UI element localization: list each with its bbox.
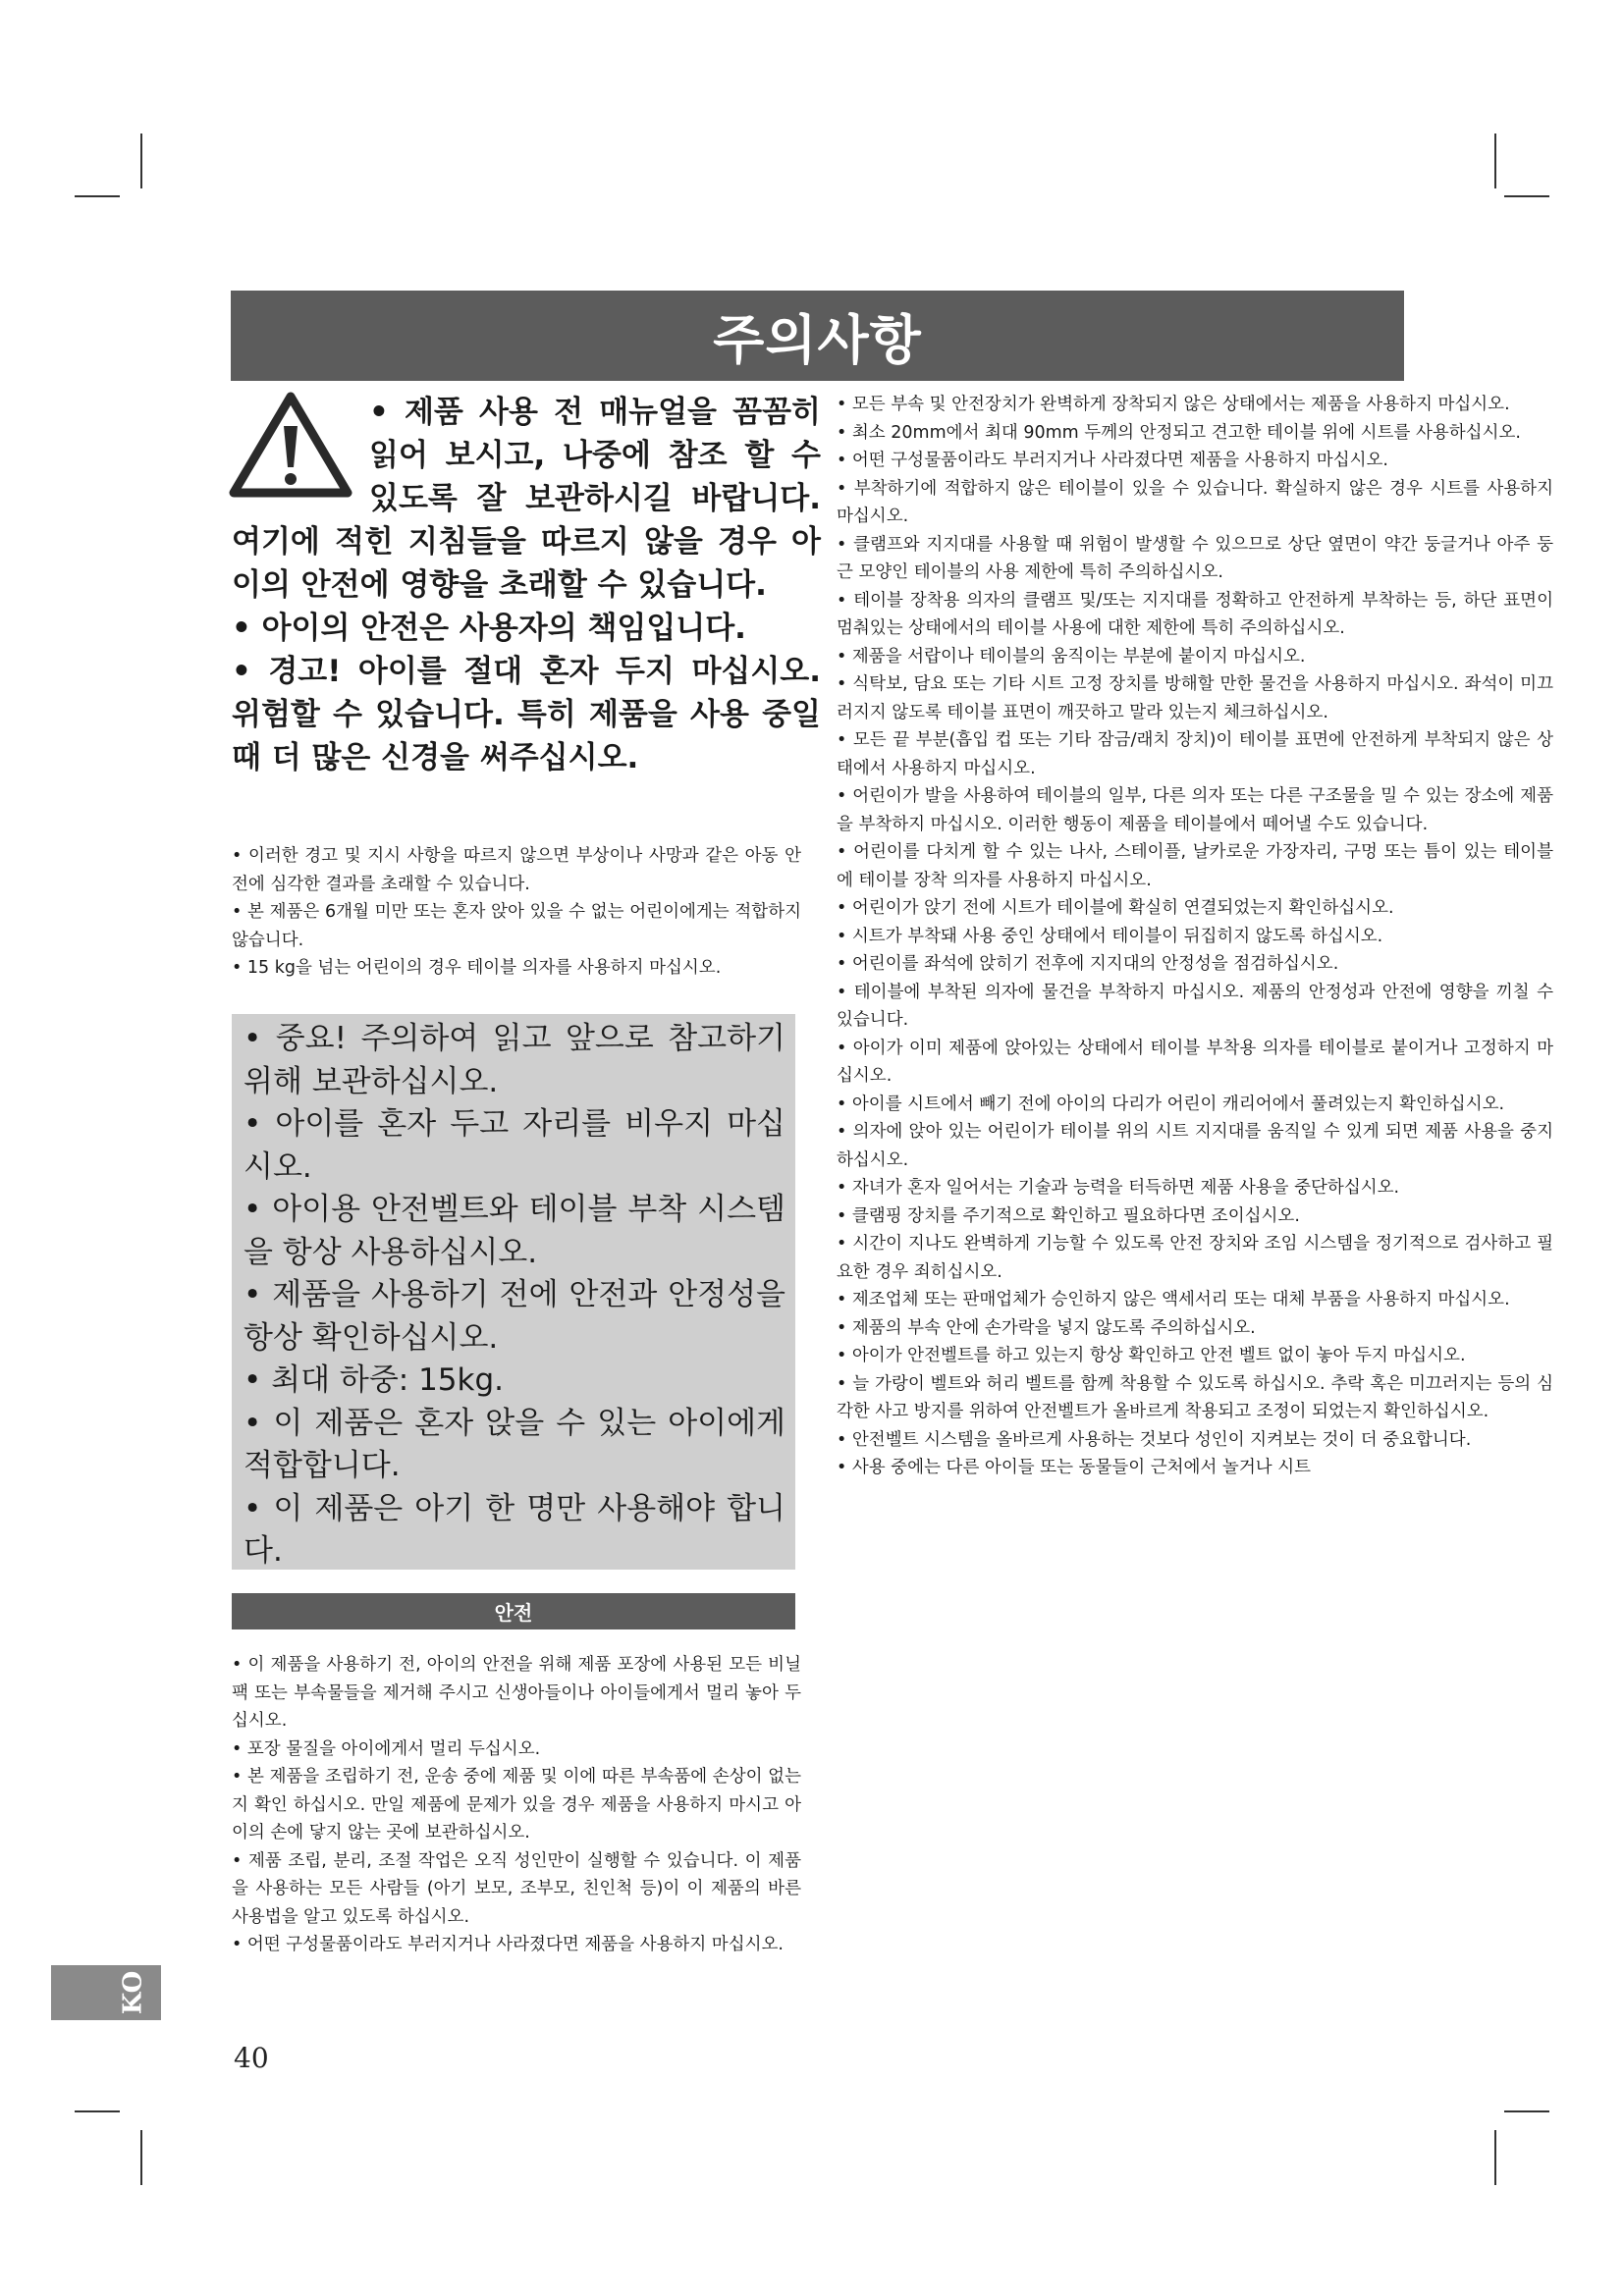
list-item: • 제품을 서랍이나 테이블의 움직이는 부분에 붙이지 마십시오. xyxy=(837,646,1306,667)
list-item: • 제품의 부속 안에 손가락을 넣지 않도록 주의하십시오. xyxy=(837,1317,1256,1338)
note-item: • 이러한 경고 및 지시 사항을 따르지 않으면 부상이나 사망과 같은 아동 안전에 심각한 결과를 초래할 수 있습니다. xyxy=(232,846,801,894)
crop-mark xyxy=(75,195,120,197)
crop-mark xyxy=(1494,133,1496,188)
language-code: KO xyxy=(118,1970,148,2015)
list-item: • 모든 끝 부분(흡입 컵 또는 기타 잠금/래치 장치)이 테이블 표면에 안전하게 부착되지 않은 상태에서 사용하지 마십시오. xyxy=(837,730,1553,778)
list-item: • 사용 중에는 다른 아이들 또는 동물들이 근처에서 놀거나 시트 xyxy=(837,1458,1312,1477)
list-item: • 테이블에 부착된 의자에 물건을 부착하지 마십시오. 제품의 안정성과 안전에 영향을 끼칠 수 있습니다. xyxy=(837,982,1553,1030)
list-item: • 늘 가랑이 벨트와 허리 벨트를 함께 착용할 수 있도록 하십시오. 추락 혹은 미끄러지는 등의 심각한 사고 방지를 위하여 안전벨트가 올바르게 착용되고 조정이 되었는지 확인하십시오. xyxy=(837,1373,1553,1421)
crop-mark xyxy=(1494,2130,1496,2185)
crop-mark xyxy=(75,2110,120,2112)
list-item: • 부착하기에 적합하지 않은 테이블이 있을 수 있습니다. 확실하지 않은 경우 시트를 사용하지 마십시오. xyxy=(837,478,1553,526)
important-item: • 제품을 사용하기 전에 안전과 안정성을 항상 확인하십시오. xyxy=(244,1277,785,1356)
important-item: • 아이용 안전벨트와 테이블 부착 시스템을 항상 사용하십시오. xyxy=(244,1192,785,1270)
list-item: • 식탁보, 담요 또는 기타 시트 고정 장치를 방해할 만한 물건을 사용하지 마십시오. 좌석이 미끄러지지 않도록 테이블 표면이 깨끗하고 말라 있는지 체크하십시오. xyxy=(837,674,1553,722)
list-item: • 아이가 안전벨트를 하고 있는지 항상 확인하고 안전 벨트 없이 놓아 두지 마십시오. xyxy=(837,1346,1466,1365)
important-item: • 이 제품은 혼자 앉을 수 있는 아이에게 적합합니다. xyxy=(244,1405,785,1483)
important-item: • 중요! 주의하여 읽고 앞으로 참고하기 위해 보관하십시오. xyxy=(244,1021,785,1099)
list-item: • 자녀가 혼자 일어서는 기술과 능력을 터득하면 제품 사용을 중단하십시오. xyxy=(837,1178,1400,1198)
list-item: • 아이가 이미 제품에 앉아있는 상태에서 테이블 부착용 의자를 테이블로 붙이거나 고정하지 마십시오. xyxy=(837,1038,1553,1086)
important-item: • 아이를 혼자 두고 자리를 비우지 마십시오. xyxy=(244,1106,785,1185)
list-item: • 의자에 앉아 있는 어린이가 테이블 위의 시트 지지대를 움직일 수 있게 되면 제품 사용을 중지하십시오. xyxy=(837,1122,1553,1170)
intro-paragraph: • 아이의 안전은 사용자의 책임입니다. xyxy=(232,611,746,646)
important-item: • 최대 하중: 15kg. xyxy=(244,1362,505,1398)
list-item: • 어떤 구성물품이라도 부러지거나 사라졌다면 제품을 사용하지 마십시오. xyxy=(837,451,1388,470)
list-item: • 아이를 시트에서 빼기 전에 아이의 다리가 어린이 캐리어에서 풀려있는지 확인하십시오. xyxy=(837,1094,1505,1114)
list-item: • 클램핑 장치를 주기적으로 확인하고 필요하다면 조이십시오. xyxy=(837,1205,1300,1226)
intro-paragraph: • 경고! 아이를 절대 혼자 두지 마십시오. 위험할 수 있습니다. 특히 제품을 사용 중일 때 더 많은 신경을 써주십시오. xyxy=(232,654,821,775)
safety-heading: 안전 xyxy=(232,1593,795,1629)
important-box xyxy=(232,1014,795,1570)
list-item: • 최소 20mm에서 최대 90mm 두께의 안정되고 견고한 테이블 위에 시트를 사용하십시오. xyxy=(837,422,1521,443)
list-item: • 어린이가 앉기 전에 시트가 테이블에 확실히 연결되었는지 확인하십시오. xyxy=(837,898,1394,918)
list-item: • 어린이를 다치게 할 수 있는 나사, 스테이플, 날카로운 가장자리, 구멍 또는 틈이 있는 테이블에 테이블 장착 의자를 사용하지 마십시오. xyxy=(837,842,1553,890)
crop-mark xyxy=(1504,195,1549,197)
page-title: 주의사항 xyxy=(231,291,1404,381)
list-item: • 제조업체 또는 판매업체가 승인하지 않은 액세서리 또는 대체 부품을 사용하지 마십시오. xyxy=(837,1290,1510,1309)
list-item: • 안전벨트 시스템을 올바르게 사용하는 것보다 성인이 지켜보는 것이 더 중요합니다. xyxy=(837,1429,1472,1450)
intro-warnings xyxy=(232,391,821,779)
safety-item: • 어떤 구성물품이라도 부러지거나 사라졌다면 제품을 사용하지 마십시오. xyxy=(232,1935,784,1954)
important-item: • 이 제품은 아기 한 명만 사용해야 합니다. xyxy=(244,1490,785,1569)
crop-mark xyxy=(1504,2110,1549,2112)
left-notes xyxy=(232,842,801,983)
list-item: • 시간이 지나도 완벽하게 기능할 수 있도록 안전 장치와 조임 시스템을 정기적으로 검사하고 필요한 경우 죄히십시오. xyxy=(837,1234,1553,1282)
crop-mark xyxy=(140,133,142,188)
language-tab xyxy=(51,1965,161,2020)
note-item: • 본 제품은 6개월 미만 또는 혼자 앉아 있을 수 없는 어린이에게는 적합하지 않습니다. xyxy=(232,902,801,950)
list-item: • 어린이를 좌석에 앉히기 전후에 지지대의 안정성을 점검하십시오. xyxy=(837,954,1339,974)
safety-item: • 이 제품을 사용하기 전, 아이의 안전을 위해 제품 포장에 사용된 모든 비닐 팩 또는 부속물들을 제거해 주시고 신생아들이나 아이들에게서 멀리 놓아 두십시오. xyxy=(232,1655,801,1731)
page-number: 40 xyxy=(234,2042,269,2074)
list-item: • 모든 부속 및 안전장치가 완벽하게 장착되지 않은 상태에서는 제품을 사용하지 마십시오. xyxy=(837,395,1510,414)
note-item: • 15 kg을 넘는 어린이의 경우 테이블 의자를 사용하지 마십시오. xyxy=(232,958,722,978)
safety-item: • 포장 물질을 아이에게서 멀리 두십시오. xyxy=(232,1738,541,1759)
list-item: • 테이블 장착용 의자의 클램프 및/또는 지지대를 정확하고 안전하게 부착하는 등, 하단 표면이 멈춰있는 상태에서의 테이블 사용에 대한 제한에 특히 주의하십시오. xyxy=(837,590,1553,638)
crop-mark xyxy=(140,2130,142,2185)
list-item: • 어린이가 발을 사용하여 테이블의 일부, 다른 의자 또는 다른 구조물을 밀 수 있는 장소에 제품을 부착하지 마십시오. 이러한 행동이 제품을 테이블에서 떼어낼 수도 있습니다. xyxy=(837,786,1553,834)
right-column-list xyxy=(837,391,1553,1482)
intro-paragraph: • 제품 사용 전 매뉴얼을 꼼꼼히 읽어 보시고, 나중에 참조 할 수 있도록 잘 보관하시길 바랍니다. 여기에 적힌 지침들을 따르지 않을 경우 아이의 안전에 영향을 초래할 수 있습니다. xyxy=(232,395,821,603)
safety-list xyxy=(232,1651,801,1959)
list-item: • 클램프와 지지대를 사용할 때 위험이 발생할 수 있으므로 상단 옆면이 약간 둥글거나 아주 둥근 모양인 테이블의 사용 제한에 특히 주의하십시오. xyxy=(837,534,1553,582)
list-item: • 시트가 부착돼 사용 중인 상태에서 테이블이 뒤집히지 않도록 하십시오. xyxy=(837,926,1383,946)
safety-item: • 제품 조립, 분리, 조절 작업은 오직 성인만이 실행할 수 있습니다. 이 제품을 사용하는 모든 사람들 (아기 보모, 조부모, 친인척 등)이 이 제품의 바른 사용법을 알고 있도록 하십시오. xyxy=(232,1850,801,1927)
safety-item: • 본 제품을 조립하기 전, 운송 중에 제품 및 이에 따른 부속품에 손상이 없는지 확인 하십시오. 만일 제품에 문제가 있을 경우 제품을 사용하지 마시고 아이의 손에 닿지 않는 곳에 보관하십시오. xyxy=(232,1767,801,1842)
